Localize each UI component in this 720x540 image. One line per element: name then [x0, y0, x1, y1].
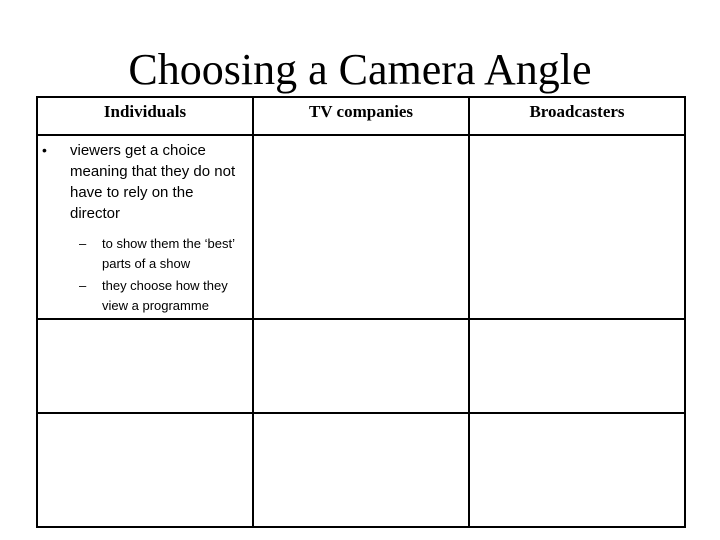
header-individuals — [37, 97, 253, 135]
header-tv-companies-label: TV companies — [308, 102, 414, 121]
sub-point-list — [38, 234, 246, 316]
cell-individuals — [37, 413, 253, 527]
cell-broadcasters — [469, 413, 685, 527]
cell-individuals — [37, 135, 253, 319]
dash-marker: – — [79, 278, 87, 293]
header-individuals-label: Individuals — [103, 102, 187, 121]
sub-point-text: to show them the ‘best’ parts of a show — [102, 236, 235, 271]
cell-tv-companies — [253, 319, 469, 413]
header-broadcasters-label: Broadcasters — [529, 102, 625, 121]
header-broadcasters — [469, 97, 685, 135]
slide-title: Choosing a Camera Angle — [128, 45, 592, 94]
bullet-marker: • — [42, 142, 47, 158]
cell-tv-companies — [253, 413, 469, 527]
table-header-row — [37, 97, 685, 135]
cell-tv-companies — [253, 135, 469, 319]
comparison-table — [36, 96, 686, 528]
sub-point — [38, 276, 246, 316]
sub-point — [38, 234, 246, 274]
cell-broadcasters — [469, 135, 685, 319]
table-row — [37, 319, 685, 413]
table-row — [37, 135, 685, 319]
bullet-point — [38, 140, 246, 224]
dash-marker: – — [79, 236, 87, 251]
header-tv-companies — [253, 97, 469, 135]
table-row — [37, 413, 685, 527]
cell-broadcasters — [469, 319, 685, 413]
sub-point-text: they choose how they view a programme — [102, 278, 228, 313]
cell-individuals — [37, 319, 253, 413]
bullet-text: viewers get a choice meaning that they do not have to rely on the director — [70, 142, 236, 222]
